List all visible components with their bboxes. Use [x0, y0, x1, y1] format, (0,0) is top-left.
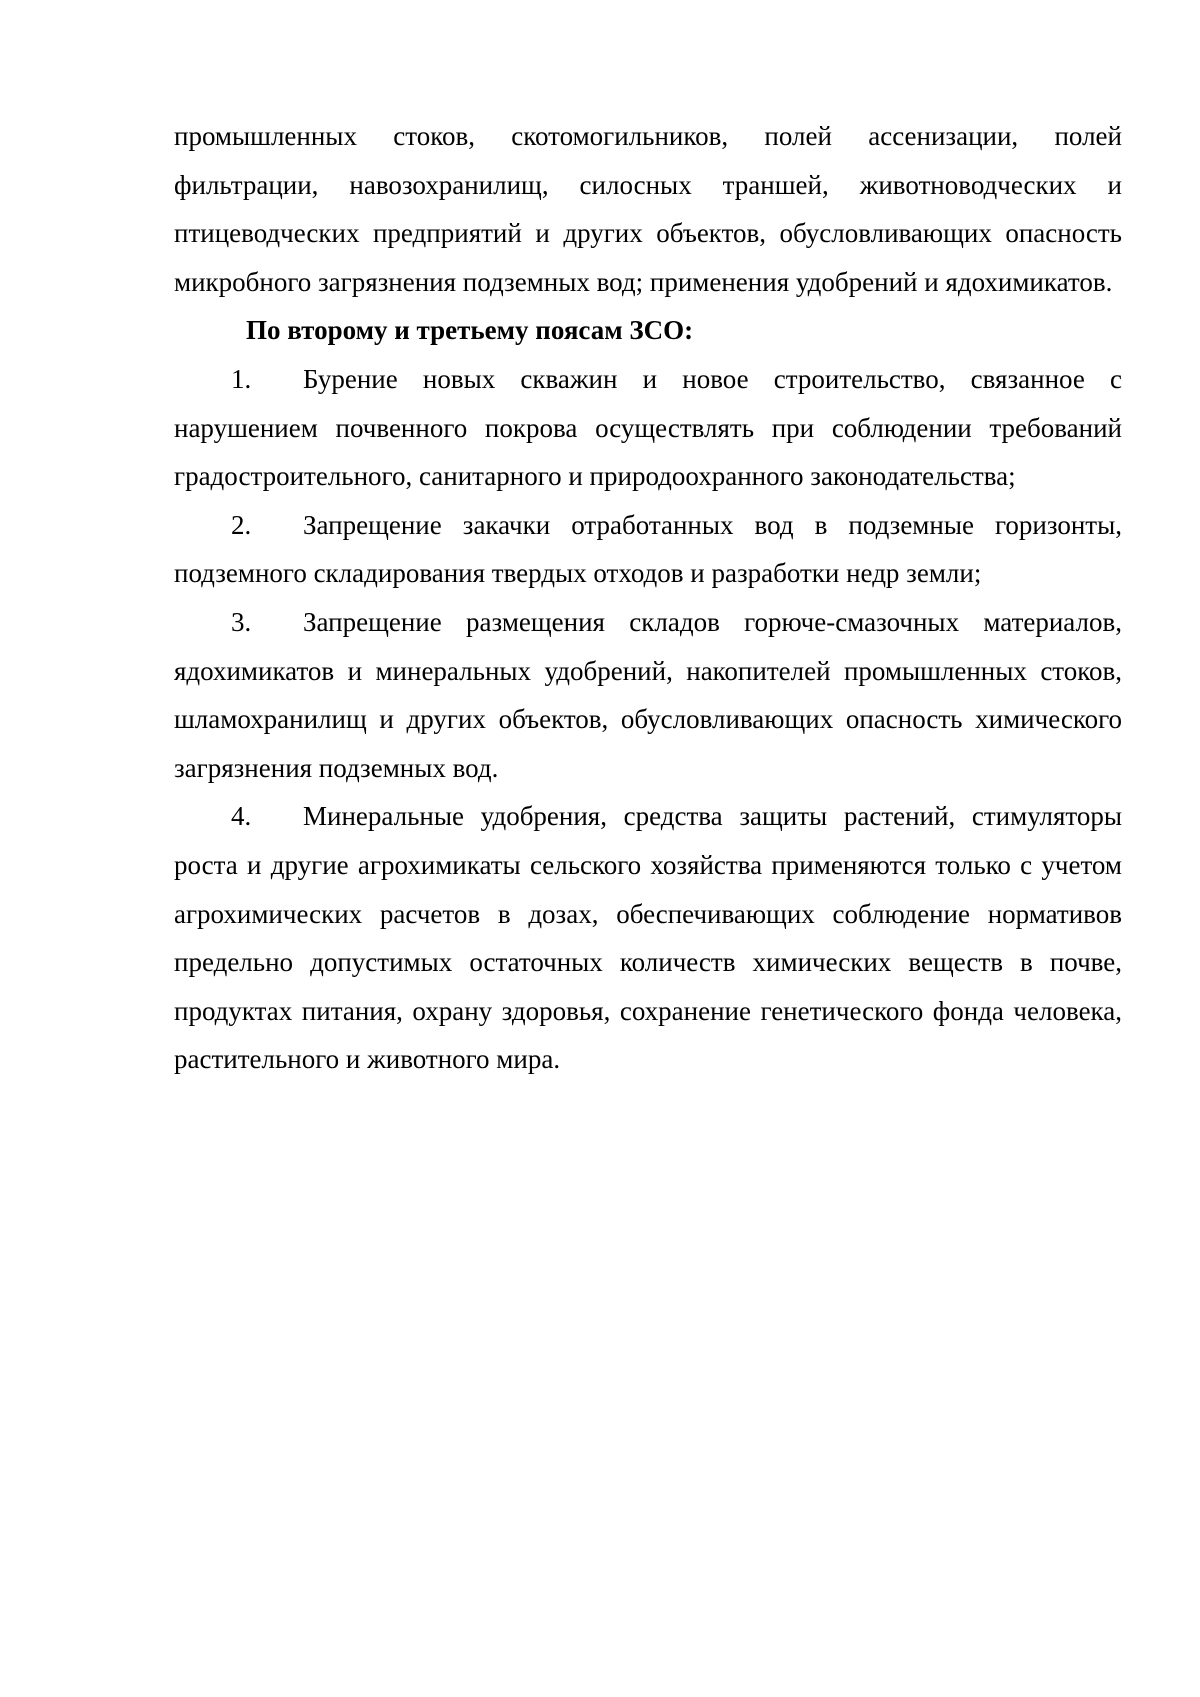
- list-item: [174, 355, 1122, 501]
- list-item-text: Запрещение размещения складов горюче-смазочных материалов, ядохимикатов и минеральных удобрений, накопителей промышленных стоков, шламохранилищ и других объектов, обусловливающих опасность химического загрязнения подземных вод.: [174, 606, 1122, 783]
- list-item-text: Запрещение закачки отработанных вод в подземные горизонты, подземного складирования твердых отходов и разработки недр земли;: [174, 509, 1122, 589]
- list-item-number: 1.: [231, 363, 252, 394]
- list-item-text: Бурение новых скважин и новое строительство, связанное с нарушением почвенного покрова осуществлять при соблюдении требований градостроительного, санитарного и природоохранного законодательства;: [174, 363, 1122, 492]
- lead-paragraph: промышленных стоков, скотомогильников, полей ассенизации, полей фильтрации, навозохранилищ, силосных траншей, животноводческих и птицеводческих предприятий и других объектов, обусловливающих опасность микробного загрязнения подземных вод; применения удобрений и ядохимикатов.: [174, 121, 1122, 297]
- list-item: [174, 598, 1122, 792]
- list-item-number: 3.: [231, 606, 252, 637]
- document-body: [174, 112, 1122, 1084]
- list-item: [174, 501, 1122, 598]
- section-heading: По второму и третьему поясам ЗСО:: [246, 315, 694, 346]
- list-item-number: 2.: [231, 509, 252, 540]
- list-item: [174, 792, 1122, 1084]
- list-item-text: Минеральные удобрения, средства защиты растений, стимуляторы роста и другие агрохимикаты сельского хозяйства применяются только с учетом агрохимических расчетов в дозах, обеспечивающих соблюдение нормативов предельно допустимых остаточных количеств химических веществ в почве, продуктах питания, охрану здоровья, сохранение генетического фонда человека, растительного и животного мира.: [174, 801, 1122, 1075]
- list-item-number: 4.: [231, 801, 252, 832]
